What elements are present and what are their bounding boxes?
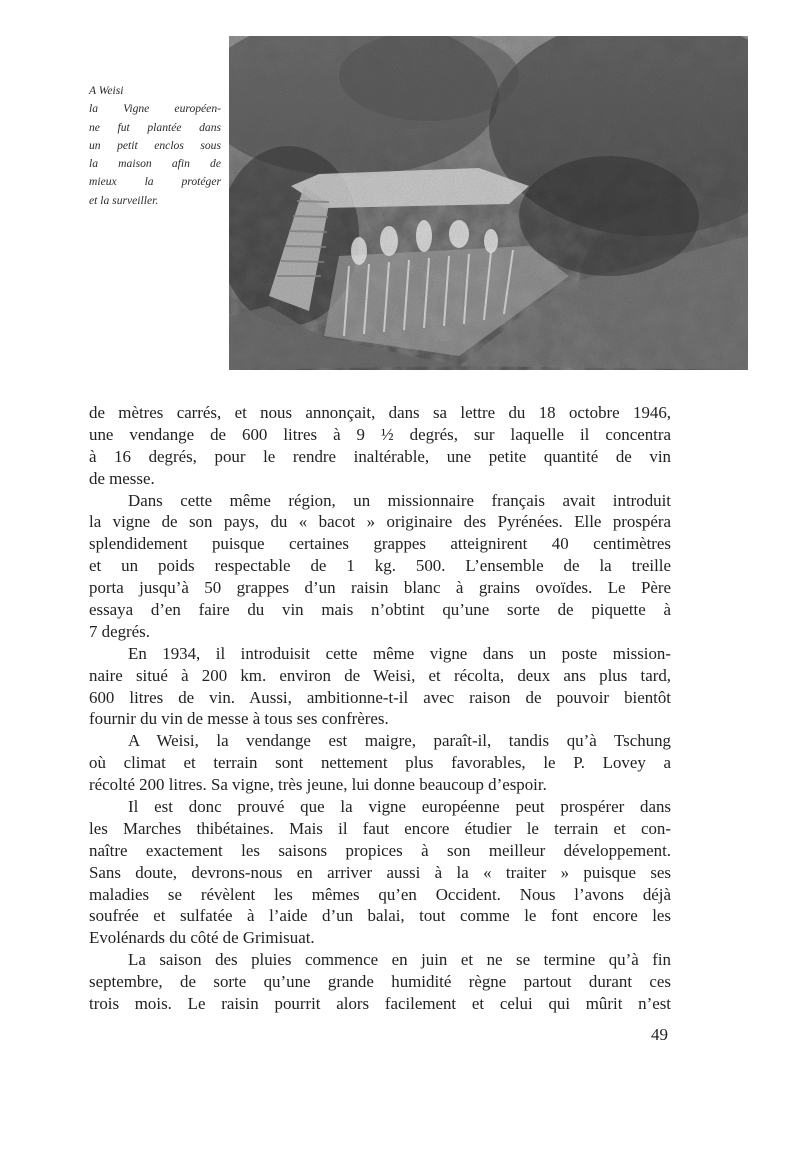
text-line: naître exactement les saisons propices à son meilleur développement. (89, 840, 671, 860)
vineyard-photo (229, 36, 748, 370)
text-line: la vigne de son pays, du « bacot » originaire des Pyrénées. Elle prospéra (89, 512, 671, 532)
text-line: les Marches thibétaines. Mais il faut encore étudier le terrain et con- (89, 818, 671, 838)
text-line: Dans cette même région, un missionnaire français avait introduit (128, 490, 671, 510)
vineyard-photo-illustration (229, 36, 748, 370)
photo-caption (89, 82, 221, 210)
caption-line: mieux la protéger (89, 175, 221, 189)
caption-line: A Weisi (89, 84, 124, 97)
page-number: 49 (651, 1025, 668, 1044)
text-line: récolté 200 litres. Sa vigne, très jeune, lui donne beaucoup d’espoir. (89, 775, 547, 795)
text-line: 7 degrés. (89, 621, 150, 641)
caption-line: ne fut plantée dans (89, 120, 221, 134)
text-line: de messe. (89, 468, 155, 488)
text-line: En 1934, il introduisit cette même vigne dans un poste mission- (128, 643, 671, 663)
text-line: splendidement puisque certaines grappes atteignirent 40 centimètres (89, 534, 671, 554)
caption-line: la maison afin de (89, 157, 221, 171)
text-line: de mètres carrés, et nous annonçait, dans sa lettre du 18 octobre 1946, (89, 403, 671, 422)
text-line: La saison des pluies commence en juin et ne se termine qu’à fin (128, 950, 671, 970)
text-line: maladies se révèlent les mêmes qu’en Occident. Nous l’avons déjà (89, 884, 671, 904)
text-line: trois mois. Le raisin pourrit alors facilement et celui qui mûrit n’est (89, 994, 671, 1014)
text-line: fournir du vin de messe à tous ses confrères. (89, 709, 389, 729)
text-line: soufrée et sulfatée à l’aide d’un balai, tout comme le font encore les (89, 906, 671, 926)
body-text (89, 402, 671, 1015)
text-line: une vendange de 600 litres à 9 ½ degrés, sur laquelle il concentra (89, 424, 671, 444)
text-line: porta jusqu’à 50 grappes d’un raisin blanc à grains ovoïdes. Le Père (89, 578, 671, 598)
text-line: et un poids respectable de 1 kg. 500. L’ensemble de la treille (89, 556, 671, 576)
text-line: où climat et terrain sont nettement plus favorables, le P. Lovey a (89, 753, 671, 773)
text-line: essaya d’en faire du vin mais n’obtint qu’une sorte de piquette à (89, 600, 671, 620)
text-line: naire situé à 200 km. environ de Weisi, et récolta, deux ans plus tard, (89, 665, 671, 685)
text-line: 600 litres de vin. Aussi, ambitionne-t-il avec raison de pouvoir bientôt (89, 687, 671, 707)
text-line: à 16 degrés, pour le rendre inaltérable, une petite quantité de vin (89, 446, 671, 466)
text-line: A Weisi, la vendange est maigre, paraît-il, tandis qu’à Tschung (128, 731, 671, 751)
caption-line: la Vigne européen- (89, 102, 221, 116)
caption-line: un petit enclos sous (89, 138, 221, 152)
caption-line: et la surveiller. (89, 193, 159, 207)
text-line: Sans doute, devrons-nous en arriver aussi à la « traiter » puisque ses (89, 862, 671, 882)
text-line: Evolénards du côté de Grimisuat. (89, 928, 315, 948)
text-line: Il est donc prouvé que la vigne européenne peut prospérer dans (128, 797, 671, 817)
text-line: septembre, de sorte qu’une grande humidité règne partout durant ces (89, 972, 671, 992)
